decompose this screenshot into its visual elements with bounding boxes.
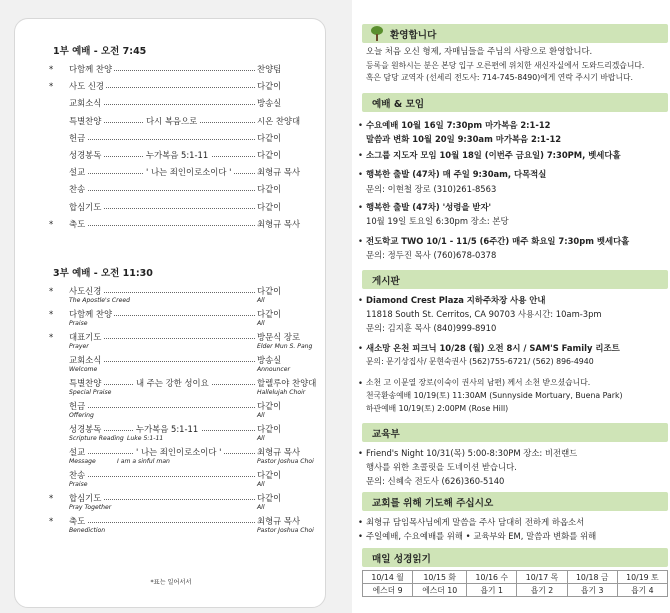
worship-row-english [69,457,314,466]
row-leader: 방송실 [257,98,282,109]
reading-passage: 에스더 10 [413,584,467,597]
worship-row-english [69,411,309,420]
english-leader: All [257,504,265,511]
standing-mark: * [49,516,54,526]
row-detail: 누가복음 5:1-11 [143,149,211,161]
row-leader: 다같이 [257,401,282,411]
row-leader: 다같이 [257,424,282,434]
dot-leader [69,190,255,191]
standing-mark: * [49,309,54,319]
english-label: Pray Together [69,504,112,511]
education-header [362,423,668,442]
row-label: 특별찬양 [69,115,102,126]
parking-address: 11818 South St. Cerritos, CA 90703 사용시간: 10am-3pm [366,309,602,319]
row-leader: 다같이 [257,493,282,503]
row-detail: 다시 복음으로 [143,115,200,127]
row-leader: 할렐루야 찬양대 [257,378,317,388]
worship-row-english [69,388,309,397]
row-leader: 최형규 목사 [257,516,301,526]
row-label: 찬송 [69,184,86,195]
reading-passage: 에스더 9 [363,584,413,597]
prayer-header-text: 교회를 위해 기도해 주십시오 [372,498,494,509]
row-detail: ' 나는 죄인이로소이다 ' [143,166,234,178]
row-leader: 다같이 [257,286,282,296]
row-label: 대표기도 [69,332,102,342]
english-leader: Pastor Joshua Choi [257,527,314,534]
worship-row [51,218,307,230]
order-of-worship-panel [14,18,326,608]
english-label: Praise [69,320,88,327]
row-label: 설교 [69,447,86,457]
standing-footnote: *표는 일어서서 [150,579,192,586]
row-leader: 최형규 목사 [257,167,301,178]
row-label: 축도 [69,218,86,229]
prayer-header [362,492,668,511]
word-and-change: 말씀과 변화 10월 20일 9:30am 마가복음 2:1-12 [366,134,562,144]
worship-row-english [69,503,309,512]
english-detail: Luke 5:1-11 [127,435,164,442]
row-label: 축도 [69,516,86,526]
row-leader: 시온 찬양대 [257,115,301,126]
row-leader: 다같이 [257,132,282,143]
worship-row-english [69,480,309,489]
friends-night: Friend's Night 10/31(목) 5:00-8:30PM 장소: 비전랜드 [366,448,578,458]
reading-date: 10/14 월 [363,571,413,584]
service1-title: 1부 예배 - 오전 7:45 [53,46,147,57]
reading-passage: 욥기 1 [467,584,517,597]
row-label: 사도 신경 [69,81,105,92]
row-label: 성경봉독 [69,424,102,434]
english-label: Prayer [69,343,89,350]
happy-start-sunday: 행복한 출발 (47차) 매 주일 9:30am, 다목적실 [366,169,547,179]
row-detail: 내 주는 강한 성이요 [133,377,212,389]
worship-row [51,63,307,75]
evangelism-contact: 문의: 정두진 목사 (760)678-0378 [366,250,497,260]
row-label: 설교 [69,167,86,178]
english-label: Message [69,458,96,465]
reading-passage: 욥기 2 [517,584,567,597]
dot-leader [69,407,255,408]
worship-row [51,201,307,213]
row-leader: 다같이 [257,150,282,160]
row-leader: 방송실 [257,355,282,365]
tree-icon [370,26,384,41]
happy-start-saturday-detail: 10월 19일 토요일 6:30pm 장소: 본당 [366,216,509,226]
welcome-line2: 등록을 원하시는 분은 본당 입구 오른편에 위치한 새신자실에서 도와드리겠습니다. [366,61,645,70]
burial-service: 하관예배 10/19(토) 2:00PM (Rose Hill) [366,404,509,413]
prayer-item-1: 최형규 담임목사님에게 말씀을 주사 담대히 전하게 하옵소서 [366,517,585,527]
welcome-header [362,24,668,43]
english-label: Benediction [69,527,106,534]
worship-header [362,93,668,112]
bulletin-news-panel: 환영합니다 오늘 처음 오신 형제, 자매님들을 주님의 사랑으로 환영합니다. 등록을 원하시는 분은 본당 입구 오른편에 위치한 새신자실에서 도와드리겠습니다. 혹은 담당 교역자 (선세리 전도사: 714-745-8490)에게 연락 주시기 바랍니다. 예배 & 모임 • 수요예배 10월 16일 7:30pm 마가복음 2:1-12 말씀과 변화 10월 20일 9:30am 마가복음 2:1-12 • 소그룹 지도자 모임 10월 18일 (이번주 금요일) 7:30PM, 벳세다홀 • 행복한 출발 (47차) 매 주일 9:30am, 다목적실 문의: 이현철 장로 (310)261-8563 • 행복한 출발 (47차) '성령을 받자' 10월 19일 토요일 6:30pm 장소: 본당 • 전도학교 TWO 10/1 - 11/5 (6주간) 매주 화요일 7:30pm 벳세다홀 문의: 정두진 목사 (760)678-0378 게시판 • Diamond Crest Plaza 지하주차장 사용 안내 11818 South St. Cerritos, CA 90703 사용시간: 10am-3pm 문의: 김지훈 목사 (840)999-8910 • 새소망 온천 피크닉 10/28 (월) 오전 8시 / SAM'S Family 리조트 문의: 문기상집사/ 문현숙권사 (562)755-6721/ (562) 896-4940 • 소천 고 이문열 장로(이숙이 권사의 남편) 께서 소천 받으셨습니다. 천국환송예배 10/19(토) 11:30AM (Sunnyside Mortuary, Buena Park) 하관예배 10/19(토) 2:00PM (Rose Hill) 교육부 • Friend's Night 10/31(목) 5:00-8:30PM 장소: 비전랜드 행사를 위한 초콜릿을 도네이션 받습니다. 문의: 신혜숙 전도사 (626)360-5140 교회를 위해 기도해 주십시오 • 최형규 담임목사님에게 말씀을 주사 담대히 전하게 하옵소서 • 주일예배, 수요예배를 위해 • 교육부와 EM, 말씀과 변화를 위해 매일 성경읽기 10/14 월 10/15 화 10/16 수 10/17 목 10/18 금 10/19 토 에스더 9 에스더 10 욥기 1 욥기 2 욥기 3 욥기 4 [352,0,670,613]
row-label: 교회소식 [69,355,102,365]
evangelism-school: 전도학교 TWO 10/1 - 11/5 (6주간) 매주 화요일 7:30pm 벳세다홀 [366,236,630,246]
worship-row [51,183,307,195]
funeral-service: 천국환송예배 10/19(토) 11:30AM (Sunnyside Mortuary, Buena Park) [366,391,623,400]
reading-date: 10/18 금 [567,571,617,584]
row-leader: 다같이 [257,470,282,480]
happy-start-contact: 문의: 이현철 장로 (310)261-8563 [366,184,497,194]
english-label: The Apostle's Creed [69,297,130,304]
row-label: 다함께 찬양 [69,309,113,319]
chocolate-donation: 행사를 위한 초콜릿을 도네이션 받습니다. [366,462,517,472]
reading-date: 10/17 목 [517,571,567,584]
row-leader: 다같이 [257,201,282,212]
dot-leader [69,476,255,477]
row-label: 헌금 [69,401,86,411]
worship-row-english [69,319,309,328]
english-label: Special Praise [69,389,112,396]
english-leader: All [257,435,265,442]
standing-mark: * [49,218,54,229]
english-leader: All [257,412,265,419]
worship-header-text: 예배 & 모임 [372,99,425,110]
reading-passage: 욥기 4 [617,584,667,597]
row-detail: 누가복음 5:1-11 [133,423,201,435]
standing-mark: * [49,493,54,503]
bible-reading-header [362,548,668,567]
english-leader: Pastor Joshua Choi [257,458,314,465]
dot-leader [69,522,255,523]
funeral-notice: 소천 고 이문열 장로(이숙이 권사의 남편) 께서 소천 받으셨습니다. [366,378,591,387]
reading-passage: 욥기 3 [567,584,617,597]
picnic-contact: 문의: 문기상집사/ 문현숙권사 (562)755-6721/ (562) 896-4940 [366,357,594,366]
row-label: 교회소식 [69,98,102,109]
english-label: Welcome [69,366,98,373]
row-label: 특별찬양 [69,378,102,388]
education-header-text: 교육부 [372,429,400,440]
worship-row [51,166,307,178]
dot-leader [69,139,255,140]
row-label: 헌금 [69,132,86,143]
bible-reading-table [362,570,668,597]
parking-notice-title: Diamond Crest Plaza 지하주차장 사용 안내 [366,295,546,305]
standing-mark: * [49,286,54,296]
dot-leader [69,225,255,226]
english-leader: Hallelujah Choir [257,389,306,396]
worship-row-english [69,365,309,374]
standing-mark: * [49,81,54,92]
parking-contact: 문의: 김지훈 목사 (840)999-8910 [366,323,497,333]
row-leader: 최형규 목사 [257,447,301,457]
english-label: Offering [69,412,94,419]
service3-title: 3부 예배 - 오전 11:30 [53,268,153,279]
row-leader: 다같이 [257,81,282,92]
standing-mark: * [49,64,54,74]
english-leader: Announcer [257,366,290,373]
english-detail: I am a sinful man [117,458,170,465]
prayer-item-2: 주일예배, 수요예배를 위해 • 교육부와 EM, 말씀과 변화를 위해 [366,531,597,541]
worship-row [51,97,307,109]
row-leader: 다같이 [257,309,282,319]
row-leader: 다같이 [257,184,282,195]
reading-date: 10/19 토 [617,571,667,584]
worship-row-english [69,296,309,305]
worship-row-english [69,526,314,535]
small-group-leaders: 소그룹 지도자 모임 10월 18일 (이번주 금요일) 7:30PM, 벳세다홀 [366,150,621,160]
english-leader: All [257,320,265,327]
welcome-line1: 오늘 처음 오신 형제, 자매님들을 주님의 사랑으로 환영합니다. [366,46,593,56]
standing-mark: * [49,332,54,342]
worship-row [51,149,307,161]
row-label: 합심기도 [69,201,102,212]
worship-row [51,115,307,127]
board-header-text: 게시판 [372,276,400,287]
worship-row-english [69,434,309,443]
hot-spring-picnic: 새소망 온천 피크닉 10/28 (월) 오전 8시 / SAM'S Family 리조트 [366,343,620,353]
reading-date: 10/16 수 [467,571,517,584]
education-contact: 문의: 신혜숙 전도사 (626)360-5140 [366,476,505,486]
bible-reading-header-text: 매일 성경읽기 [372,554,431,565]
row-label: 합심기도 [69,493,102,503]
english-label: Scripture Reading [69,435,124,442]
worship-row [51,80,307,92]
worship-row [51,132,307,144]
welcome-line3: 혹은 담당 교역자 (선세리 전도사: 714-745-8490)에게 연락 주시기 바랍니다. [366,73,634,82]
row-detail: ' 나는 죄인이로소이다 ' [133,446,224,458]
reading-date: 10/15 화 [413,571,467,584]
row-leader: 찬양팀 [257,64,282,74]
english-leader: All [257,481,265,488]
english-label: Praise [69,481,88,488]
row-leader: 최형규 목사 [257,218,301,229]
happy-start-saturday: 행복한 출발 (47차) '성령을 받자' [366,202,492,212]
welcome-header-text: 환영합니다 [390,30,437,41]
row-label: 사도신경 [69,286,102,296]
english-leader: All [257,297,265,304]
row-label: 다함께 찬양 [69,64,113,74]
wednesday-service: 수요예배 10월 16일 7:30pm 마가복음 2:1-12 [366,120,551,130]
english-leader: Elder Mun S. Pang [257,343,313,350]
row-label: 찬송 [69,470,86,480]
board-header [362,270,668,289]
row-leader: 방문식 장로 [257,332,301,342]
row-label: 성경봉독 [69,150,102,160]
worship-row-english [69,342,313,351]
